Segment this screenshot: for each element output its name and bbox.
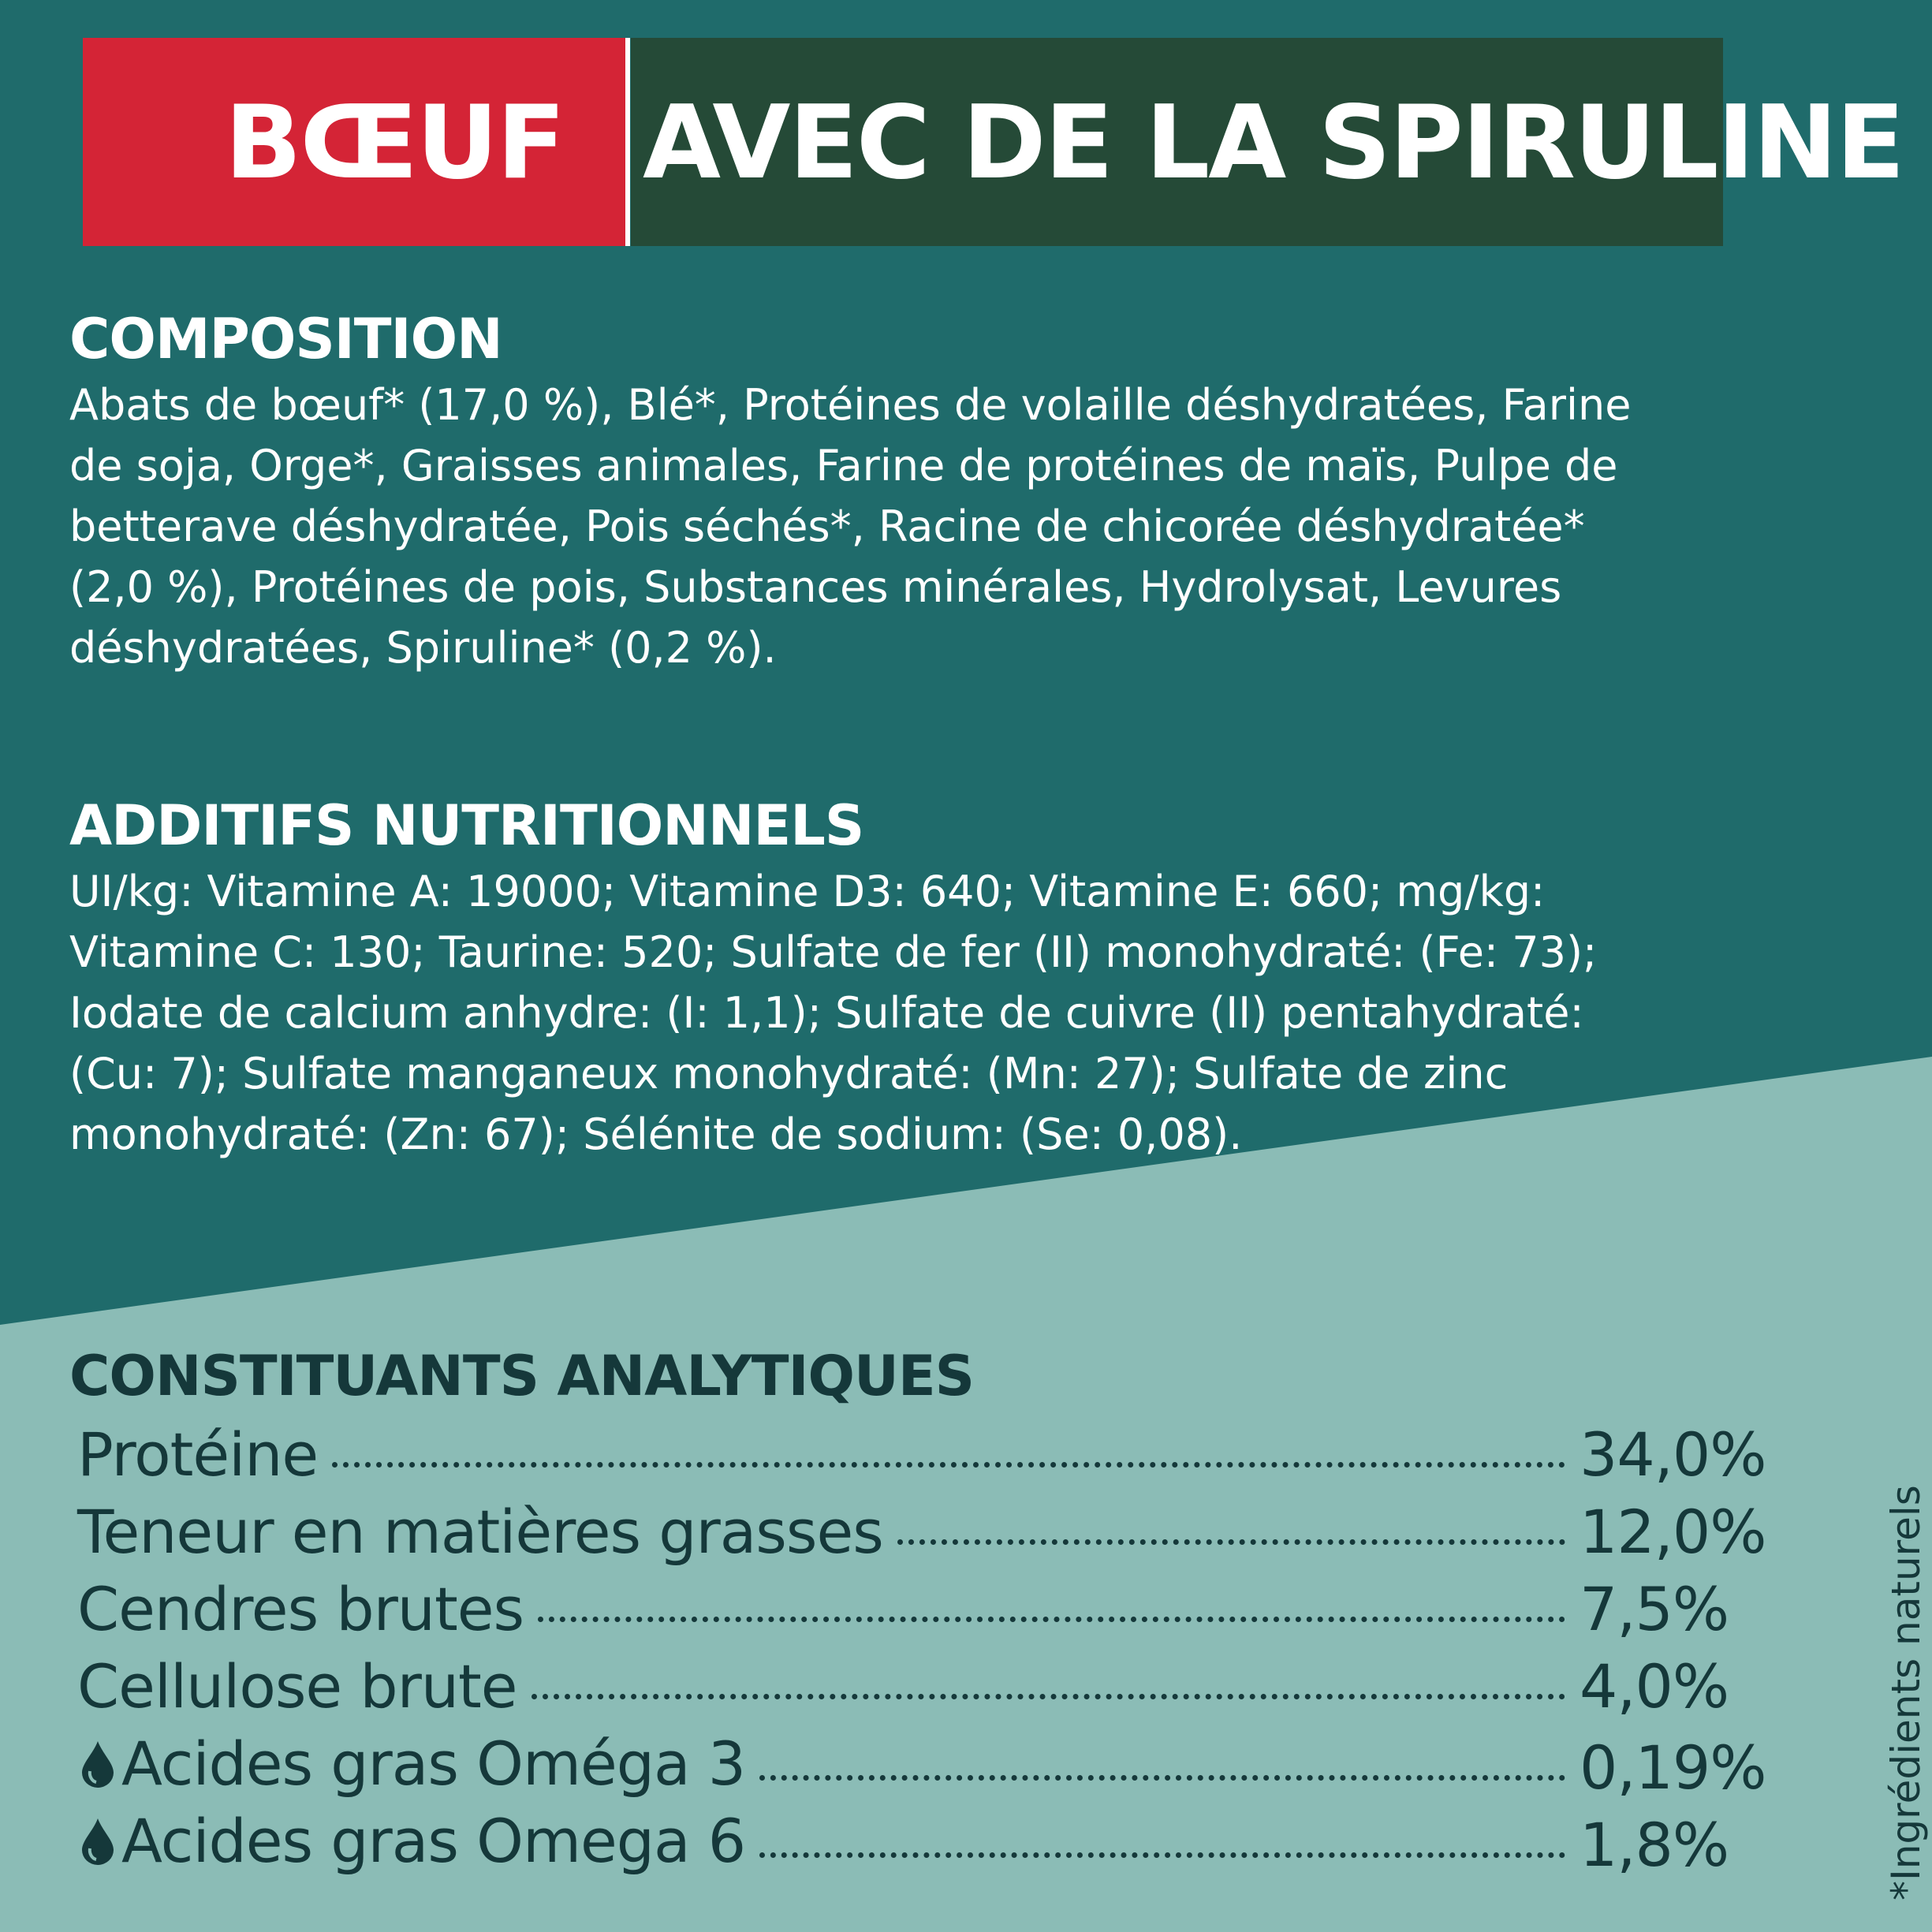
- constituant-label: Cellulose brute: [77, 1651, 517, 1721]
- constituants-title: CONSTITUANTS ANALYTIQUES: [69, 1344, 975, 1408]
- composition-line: déshydratées, Spiruline* (0,2 %).: [69, 623, 777, 673]
- composition-text: [69, 375, 1765, 678]
- constituant-value: 4,0%: [1580, 1651, 1729, 1721]
- constituant-value: 1,8%: [1580, 1809, 1729, 1880]
- constituant-label: Protéine: [77, 1419, 319, 1490]
- footnote-natural-ingredients: *Ingrédients naturels: [1883, 1485, 1929, 1900]
- constituant-label: Acides gras Omega 6: [121, 1806, 746, 1876]
- constituant-value: 7,5%: [1580, 1574, 1729, 1644]
- composition-line: Abats de bœuf* (17,0 %), Blé*, Protéines de volaille déshydratées, Farine: [69, 380, 1632, 430]
- additifs-text: [69, 861, 1765, 1165]
- composition-line: (2,0 %), Protéines de pois, Substances minérales, Hydrolysat, Levures: [69, 562, 1562, 612]
- additifs-title: ADDITIFS NUTRITIONNELS: [69, 793, 864, 858]
- constituant-value: 34,0%: [1580, 1419, 1766, 1490]
- constituant-row: [77, 1419, 1766, 1497]
- constituant-row: [77, 1806, 1757, 1883]
- dot-leader: [759, 1852, 1565, 1858]
- oil-drop-icon: [77, 1740, 118, 1788]
- dot-leader: [897, 1539, 1565, 1545]
- constituant-label: Cendres brutes: [77, 1574, 524, 1644]
- constituant-row: [77, 1729, 1766, 1806]
- additifs-line: (Cu: 7); Sulfate manganeux monohydraté: (Mn: 27); Sulfate de zinc: [69, 1049, 1509, 1098]
- additifs-line: Vitamine C: 130; Taurine: 520; Sulfate de fer (II) monohydraté: (Fe: 73);: [69, 927, 1598, 977]
- additifs-line: UI/kg: Vitamine A: 19000; Vitamine D3: 640; Vitamine E: 660; mg/kg:: [69, 867, 1546, 916]
- constituant-value: 0,19%: [1580, 1732, 1766, 1803]
- constituant-row: [77, 1497, 1766, 1574]
- dot-leader: [332, 1462, 1565, 1468]
- constituant-value: 12,0%: [1580, 1497, 1766, 1567]
- composition-line: de soja, Orge*, Graisses animales, Farine de protéines de maïs, Pulpe de: [69, 441, 1618, 490]
- constituant-row: [77, 1651, 1757, 1729]
- dot-leader: [538, 1617, 1565, 1622]
- constituant-row: [77, 1574, 1757, 1651]
- constituant-label-group: [77, 1806, 745, 1876]
- banner-meat-label: BŒUF: [225, 84, 565, 202]
- constituant-label-group: [77, 1729, 745, 1799]
- constituant-label: Acides gras Oméga 3: [121, 1729, 746, 1799]
- additifs-line: Iodate de calcium anhydre: (I: 1,1); Sulfate de cuivre (II) pentahydraté:: [69, 988, 1584, 1038]
- oil-drop-icon: [77, 1817, 118, 1866]
- dot-leader: [531, 1694, 1565, 1699]
- constituant-label: Teneur en matières grasses: [77, 1497, 883, 1567]
- banner-subtitle: AVEC DE LA SPIRULINE: [643, 84, 1904, 202]
- composition-title: COMPOSITION: [69, 307, 502, 371]
- constituants-table: [77, 1419, 1766, 1883]
- dot-leader: [759, 1775, 1565, 1781]
- banner-separator: [625, 38, 630, 246]
- additifs-line: monohydraté: (Zn: 67); Sélénite de sodium: (Se: 0,08).: [69, 1110, 1243, 1159]
- composition-line: betterave déshydratée, Pois séchés*, Racine de chicorée déshydratée*: [69, 502, 1585, 551]
